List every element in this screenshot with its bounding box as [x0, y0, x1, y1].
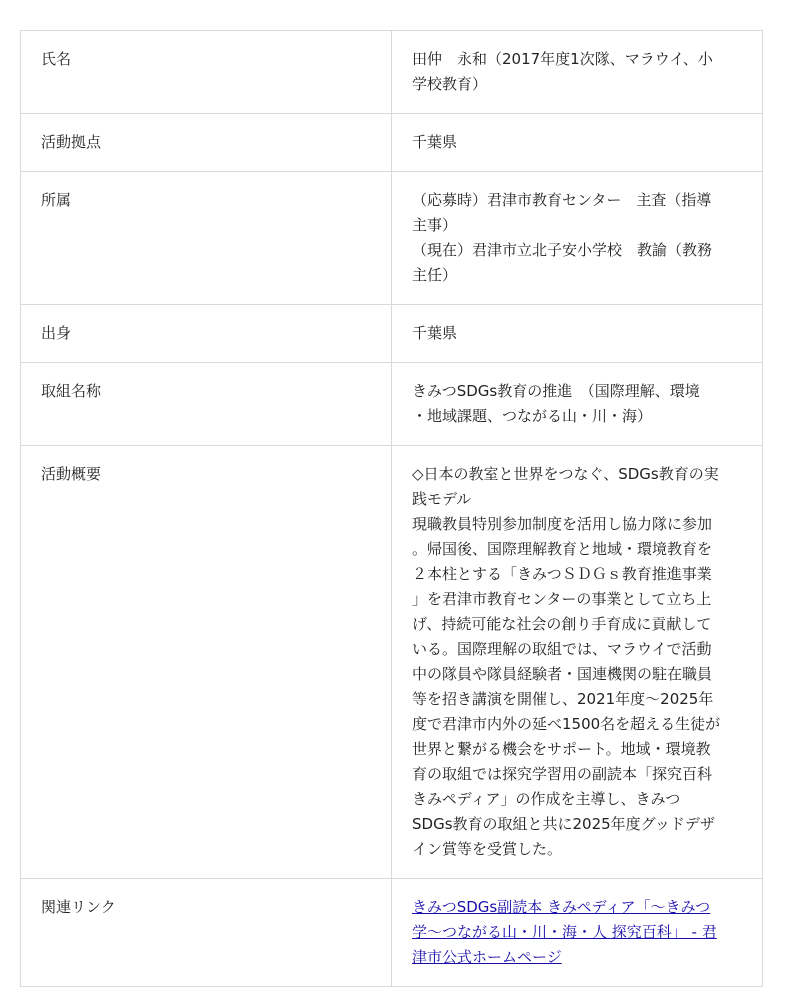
table-row-initiative [21, 363, 763, 446]
row-value-base [392, 114, 763, 172]
value-line: ・地域課題、つながる山・川・海） [412, 407, 653, 425]
table-row-base [21, 114, 763, 172]
value-line: イン賞等を受賞した。 [412, 840, 563, 858]
row-value-origin [392, 305, 763, 363]
value-line: げ、持続可能な社会の創り手育成に貢献して [412, 615, 712, 633]
row-label: 活動概要 [21, 446, 392, 879]
row-value-affiliation [392, 172, 763, 305]
value-line: 践モデル [412, 490, 472, 508]
row-label: 氏名 [21, 31, 392, 114]
row-label: 所属 [21, 172, 392, 305]
value-line: 千葉県 [412, 324, 458, 342]
row-label: 活動拠点 [21, 114, 392, 172]
value-line: 等を招き講演を開催し、2021年度〜2025年 [412, 690, 714, 708]
table-row-affiliation [21, 172, 763, 305]
related-link[interactable] [412, 895, 742, 970]
value-line: 育の取組では探究学習用の副読本「探究百科 [412, 765, 713, 783]
row-value-links [392, 879, 763, 987]
value-line: 世界と繋がる機会をサポート。地域・環境教 [412, 740, 711, 758]
value-line: 度で君津市内外の延べ1500名を超える生徒が [412, 715, 721, 733]
value-line: 。帰国後、国際理解教育と地域・環境教育を [412, 540, 713, 558]
table-row-origin [21, 305, 763, 363]
value-line: 現職教員特別参加制度を活用し協力隊に参加 [412, 515, 713, 533]
value-line: きみペディア」の作成を主導し、きみつ [412, 790, 681, 808]
link-text-line[interactable]: きみつSDGs副読本 きみペディア「～きみつ [412, 898, 711, 916]
row-label: 出身 [21, 305, 392, 363]
value-line: （応募時）君津市教育センター 主査（指導 [412, 191, 712, 209]
value-line: 中の隊員や隊員経験者・国連機関の駐在職員 [412, 665, 713, 683]
value-line: きみつSDGs教育の推進 （国際理解、環境 [412, 382, 700, 400]
value-line: 」を君津市教育センターの事業として立ち上 [412, 590, 712, 608]
value-line: （現在）君津市立北子安小学校 教諭（教務 [412, 241, 713, 259]
value-line: ２本柱とする「きみつＳＤＧｓ教育推進事業 [412, 565, 712, 583]
link-text-line[interactable]: 津市公式ホームページ [412, 948, 562, 966]
row-label: 取組名称 [21, 363, 392, 446]
table-row-links [21, 879, 763, 987]
value-line: 主事） [412, 216, 458, 234]
value-line: 田仲 永和（2017年度1次隊、マラウイ、小 [412, 50, 713, 68]
row-value-name [392, 31, 763, 114]
value-line: いる。国際理解の取組では、マラウイで活動 [412, 640, 712, 658]
value-line: ◇日本の教室と世界をつなぐ、SDGs教育の実 [412, 465, 719, 483]
link-text-line[interactable]: 学～つながる山・川・海・人 探究百科」 - 君 [412, 923, 717, 941]
table-row-name [21, 31, 763, 114]
row-value-initiative [392, 363, 763, 446]
value-line: 学校教育） [412, 75, 488, 93]
value-line: SDGs教育の取組と共に2025年度グッドデザ [412, 815, 715, 833]
profile-table [20, 30, 763, 987]
row-value-summary [392, 446, 763, 879]
row-label: 関連リンク [21, 879, 392, 987]
value-line: 主任） [412, 266, 458, 284]
table-row-summary [21, 446, 763, 879]
value-line: 千葉県 [412, 133, 458, 151]
